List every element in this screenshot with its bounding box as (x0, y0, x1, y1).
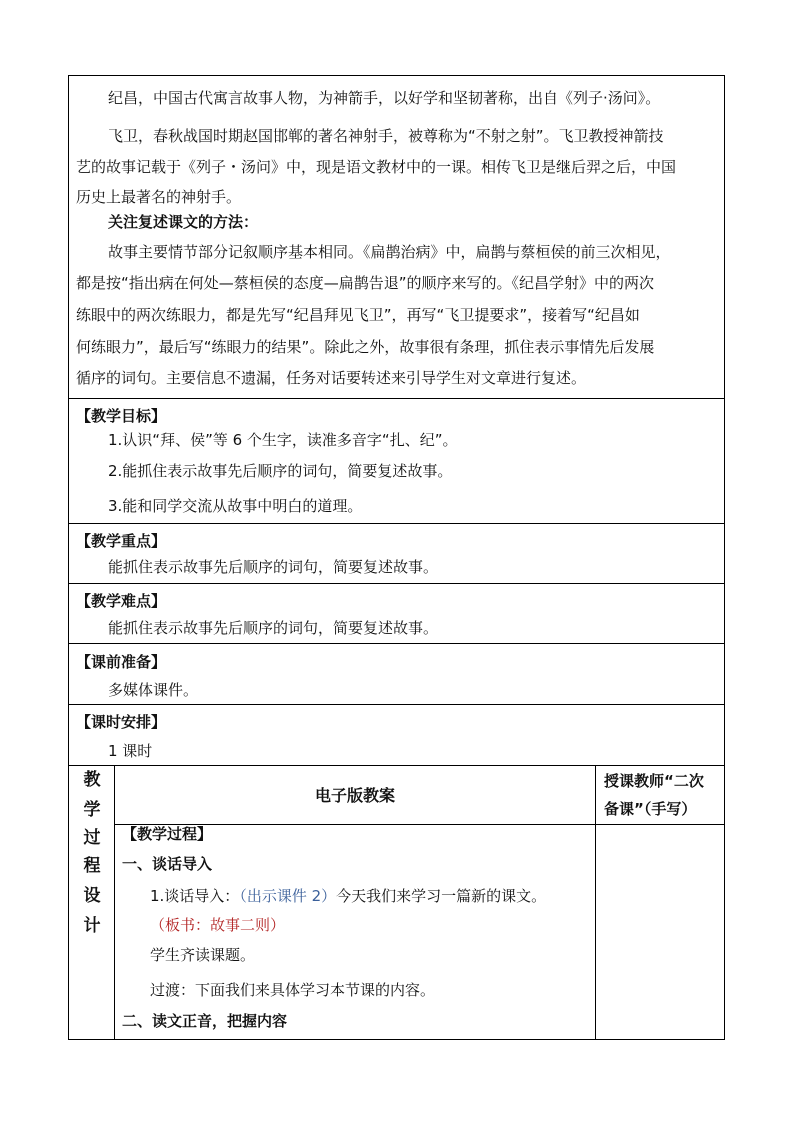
step-label: 1.谈话导入： (150, 887, 240, 905)
side-label-char: 程 (83, 856, 101, 876)
row-divider (68, 398, 725, 399)
electronic-plan-header: 电子版教案 (314, 786, 395, 805)
preparation-text: 多媒体课件。 (108, 681, 199, 699)
read-title-text: 学生齐读课题。 (150, 946, 256, 964)
row-divider (68, 765, 725, 766)
method-paragraph-line: 练眼中的两次练眼力，都是先写“纪昌拜见飞卫”，再写“飞卫提要求”，接着写“纪昌如 (76, 306, 640, 324)
goal-item: 2.能抓住表示故事先后顺序的词句，简要复述故事。 (108, 462, 453, 480)
schedule-heading: 【课时安排】 (76, 713, 167, 731)
goals-heading: 【教学目标】 (76, 407, 167, 425)
column-divider (595, 765, 596, 1040)
column-divider (114, 765, 115, 1040)
method-paragraph-line: 何练眼力”，最后写“练眼力的结果”。除此之外，故事很有条理，抓住表示事情先后发展 (76, 338, 655, 356)
schedule-text: 1 课时 (108, 742, 153, 760)
side-label-char: 教 (83, 770, 101, 790)
section-heading-reading: 二、读文正音，把握内容 (122, 1012, 288, 1030)
goal-item: 3.能和同学交流从故事中明白的道理。 (108, 497, 363, 515)
side-label-char: 设 (83, 886, 101, 906)
step-text: 今天我们来学习一篇新的课文。 (336, 887, 547, 905)
preparation-heading: 【课前准备】 (76, 653, 167, 671)
method-paragraph-line: 都是按“指出病在何处—蔡桓侯的态度—扁鹊告退”的顺序来写的。《纪昌学射》中的两次 (76, 274, 655, 292)
process-heading: 【教学过程】 (122, 825, 213, 843)
teacher-notes-header: 授课教师“二次 (604, 772, 704, 790)
intro-paragraph-feiwei-line: 艺的故事记载于《列子・汤问》中，现是语文教材中的一课。相传飞卫是继后羿之后，中国 (76, 158, 677, 176)
intro-paragraph-feiwei-line: 历史上最著名的神射手。 (76, 188, 242, 206)
difficult-points-text: 能抓住表示故事先后顺序的词句，简要复述故事。 (108, 619, 439, 637)
row-divider (68, 643, 725, 644)
row-divider (68, 704, 725, 705)
side-label-char: 过 (83, 828, 101, 848)
step-conversation-intro (150, 886, 546, 906)
row-divider (68, 523, 725, 524)
key-points-heading: 【教学重点】 (76, 532, 167, 550)
difficult-points-heading: 【教学难点】 (76, 592, 167, 610)
transition-text: 过渡：下面我们来具体学习本节课的内容。 (150, 981, 436, 999)
method-paragraph-line: 循序的词句。主要信息不遗漏，任务对话要转述来引导学生对文章进行复述。 (76, 369, 587, 387)
courseware-note: （出示课件 2） (239, 887, 337, 905)
row-divider (68, 583, 725, 584)
method-paragraph: 故事主要情节部分记叙顺序基本相同。《扁鹊治病》中，扁鹊与蔡桓侯的前三次相见， (108, 243, 671, 261)
section-heading-intro: 一、谈话导入 (122, 855, 213, 873)
goal-item: 1.认识“拜、侯”等 6 个生字，读准多音字“扎、纪”。 (108, 431, 458, 449)
teacher-notes-header-line: 备课”（手写） (604, 800, 697, 818)
intro-paragraph-jichang: 纪昌，中国古代寓言故事人物，为神箭手，以好学和坚韧著称，出自《列子·汤问》。 (108, 89, 661, 107)
side-label-char: 计 (83, 916, 101, 936)
intro-paragraph-feiwei: 飞卫，春秋战国时期赵国邯郸的著名神射手，被尊称为“不射之射”。飞卫教授神箭技 (108, 127, 664, 145)
method-heading: 关注复述课文的方法： (108, 213, 259, 231)
key-points-text: 能抓住表示故事先后顺序的词句，简要复述故事。 (108, 558, 439, 576)
blackboard-note: （板书：故事二则） (150, 916, 286, 934)
side-label-char: 学 (83, 800, 101, 820)
